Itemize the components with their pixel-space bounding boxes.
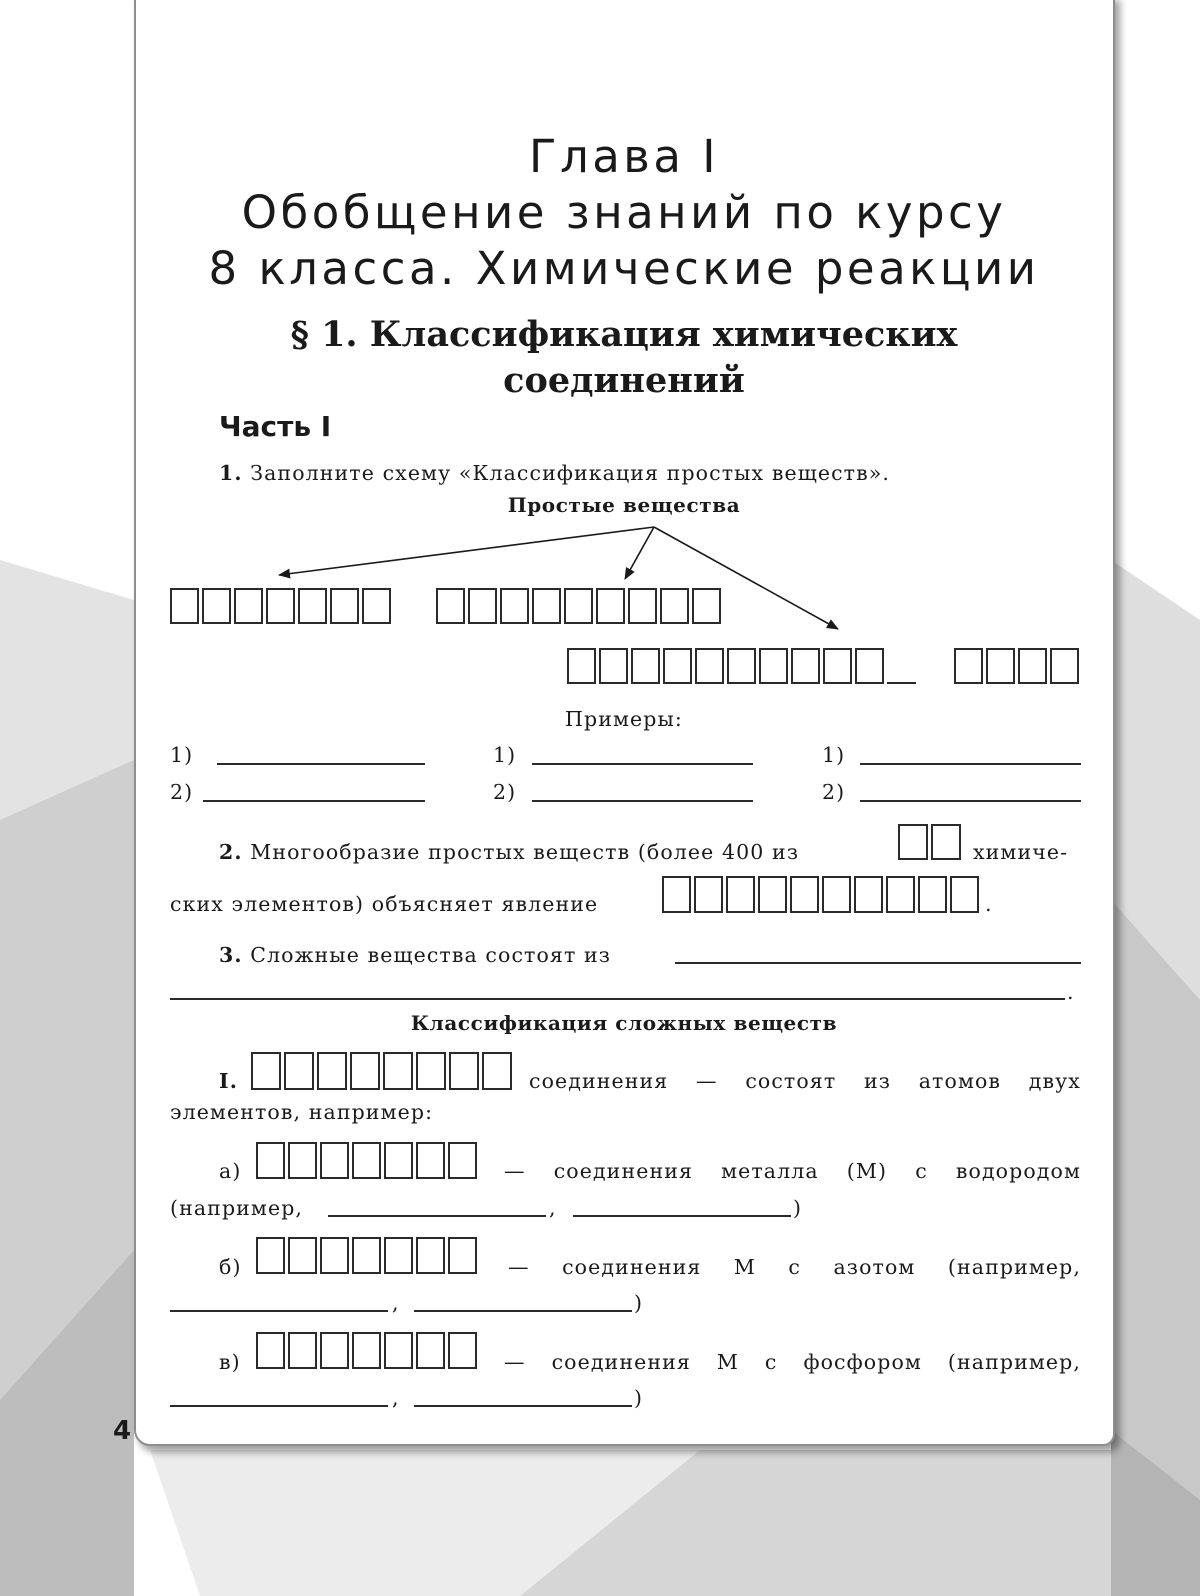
task2-line1 <box>219 840 799 864</box>
item-c-example2-line[interactable] <box>414 1405 632 1407</box>
item-a-word: водородом <box>955 1159 1081 1183</box>
complex-title: Классификация сложных веществ <box>410 1011 838 1035</box>
item-a-line2-start: (например, <box>170 1196 304 1220</box>
item1-word: двух <box>1028 1069 1081 1093</box>
task3-end: . <box>1067 980 1075 1004</box>
task3-number: 3. <box>219 943 243 967</box>
arrow-to-metals <box>279 527 654 575</box>
task3-text: Сложные вещества состоят из <box>250 943 612 967</box>
arrow-to-nonmetals <box>625 527 654 579</box>
example-col1-1-line[interactable] <box>217 763 425 765</box>
chapter-title-line3: 8 класса. Химические реакции <box>208 242 1040 295</box>
answer-boxes-group1[interactable] <box>170 588 394 624</box>
item-a-comma: , <box>549 1196 557 1220</box>
item-b-text <box>508 1255 1081 1279</box>
task2-text-c: ских элементов) объясняет явление <box>170 892 599 916</box>
item-a-example1-line[interactable] <box>328 1215 546 1217</box>
examples-label: Примеры: <box>565 707 683 731</box>
scheme-title: Простые вещества <box>507 493 741 517</box>
task3-answer-line2[interactable] <box>170 998 1065 1000</box>
task2-text-b: химиче- <box>973 840 1069 864</box>
item-c-comma: , <box>392 1386 400 1410</box>
item-a-word: с <box>915 1159 928 1183</box>
item-a-text <box>504 1159 1081 1183</box>
example-col3-1-label: 1) <box>822 743 846 767</box>
item-a-word: (М) <box>846 1159 888 1183</box>
answer-boxes-group2[interactable] <box>436 588 724 624</box>
answer-boxes-binary[interactable] <box>251 1052 515 1090</box>
item-c-example1-line[interactable] <box>170 1405 388 1407</box>
item-b-word: соединения <box>562 1255 702 1279</box>
answer-boxes-phosphides[interactable] <box>256 1332 480 1369</box>
item-a-word: металла <box>721 1159 819 1183</box>
item1-word: — <box>696 1069 718 1093</box>
section-title-line2: соединений <box>503 360 745 401</box>
item-c-word: с <box>764 1350 778 1374</box>
example-col1-1-label: 1) <box>170 743 194 767</box>
item-b-comma: , <box>392 1291 400 1315</box>
task3-line1 <box>219 943 611 967</box>
item-b-example1-line[interactable] <box>170 1310 388 1312</box>
item-a-word: соединения <box>553 1159 693 1183</box>
item-b-word: (например, <box>947 1255 1081 1279</box>
example-col2-2-label: 2) <box>493 780 517 804</box>
item-c-word: М <box>716 1350 739 1374</box>
item-b-word: азотом <box>833 1255 916 1279</box>
page-number: 4 <box>113 1416 132 1446</box>
task1-number: 1. <box>219 461 243 485</box>
item1-line2: элементов, например: <box>170 1100 434 1124</box>
part-title: Часть I <box>219 410 332 443</box>
example-col2-1-label: 1) <box>493 743 517 767</box>
example-col2-1-line[interactable] <box>532 763 753 765</box>
item-a-word: — <box>504 1159 526 1183</box>
item-b-word: М <box>733 1255 756 1279</box>
answer-boxes-phenomenon[interactable] <box>662 876 982 913</box>
task3-answer-line1[interactable] <box>675 962 1081 964</box>
item-a-label: а) <box>219 1159 242 1183</box>
item1-number: I. <box>219 1069 238 1093</box>
item-c-word: (например, <box>947 1350 1081 1374</box>
item-c-close: ) <box>634 1386 644 1410</box>
example-col3-2-label: 2) <box>822 780 846 804</box>
item1-word: состоят <box>745 1069 837 1093</box>
example-col3-1-line[interactable] <box>860 763 1081 765</box>
task2-text-a: Многообразие простых веществ (более 400 из <box>250 840 800 864</box>
item-b-word: — <box>508 1255 530 1279</box>
answer-boxes-element-count[interactable] <box>898 824 964 860</box>
item1-word: из <box>863 1069 892 1093</box>
item-c-label: в) <box>219 1350 241 1374</box>
item-b-label: б) <box>219 1255 242 1279</box>
section-title-line1: § 1. Классификация химических <box>290 314 958 355</box>
example-col1-2-line[interactable] <box>203 800 425 802</box>
task2-end: . <box>985 892 993 916</box>
item1-word: атомов <box>918 1069 1002 1093</box>
item1-word: соединения <box>529 1069 669 1093</box>
chapter-title-line1: Глава I <box>529 130 719 183</box>
item-c-word: — <box>504 1350 526 1374</box>
item-c-word: фосфором <box>803 1350 922 1374</box>
answer-boxes-nitrides[interactable] <box>256 1237 480 1274</box>
answer-boxes-group3a[interactable] <box>567 648 919 684</box>
answer-boxes-group3b[interactable] <box>954 648 1082 684</box>
example-col1-2-label: 2) <box>170 780 194 804</box>
item1-text <box>529 1069 1081 1093</box>
item-b-word: с <box>788 1255 801 1279</box>
example-col2-2-line[interactable] <box>532 800 753 802</box>
task2-number: 2. <box>219 840 243 864</box>
item-b-example2-line[interactable] <box>414 1310 632 1312</box>
item-b-close: ) <box>634 1291 644 1315</box>
example-col3-2-line[interactable] <box>860 800 1081 802</box>
task1-text: Заполните схему «Классификация простых веществ». <box>250 461 891 485</box>
answer-boxes-hydrides[interactable] <box>256 1142 480 1179</box>
item-a-example2-line[interactable] <box>573 1215 791 1217</box>
item-a-close: ) <box>793 1196 803 1220</box>
item-c-word: соединения <box>551 1350 691 1374</box>
item-c-text <box>504 1350 1081 1374</box>
chapter-title-line2: Обобщение знаний по курсу <box>241 186 1007 239</box>
